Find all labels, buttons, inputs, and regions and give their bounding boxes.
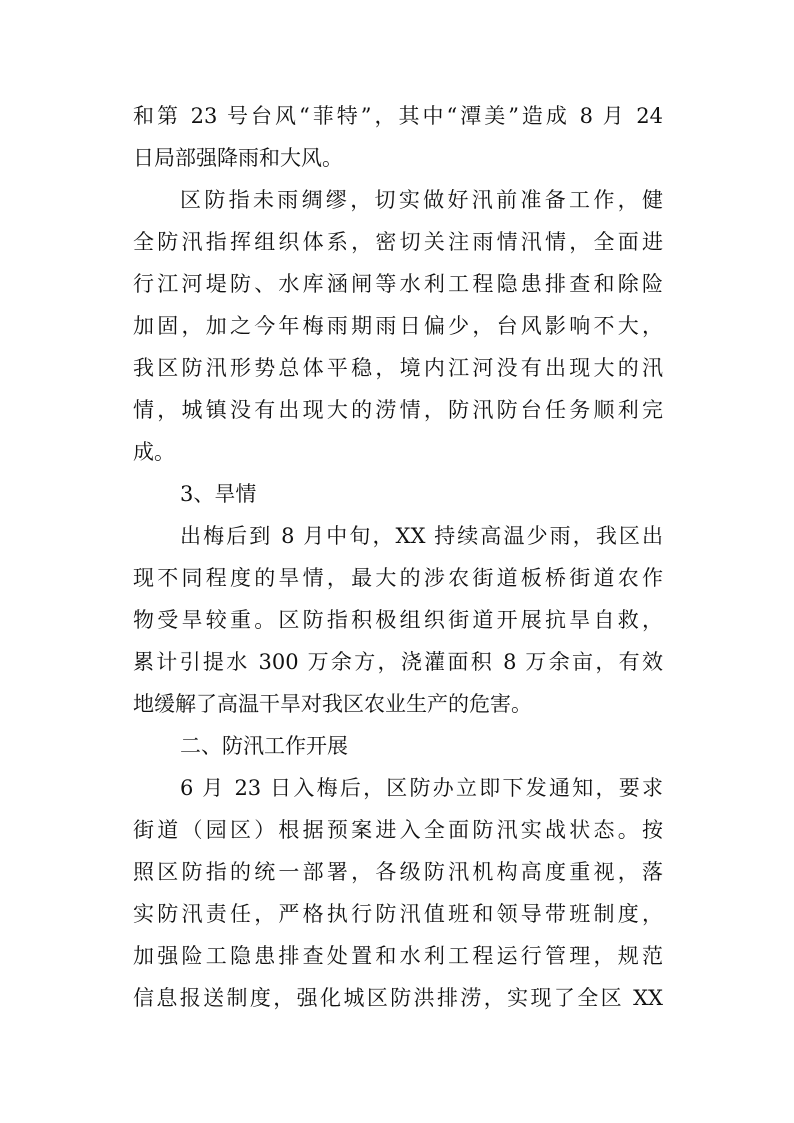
text-line: 情，城镇没有出现大的涝情，防汛防台任务顺利完 [133, 398, 663, 422]
paragraph-first-line: 区防指未雨绸缪，切实做好汛前准备工作，健 [180, 188, 663, 212]
text-line: 日局部强降雨和大风。 [133, 146, 343, 170]
text-line: 成。 [133, 440, 175, 464]
document-body [133, 95, 663, 1019]
text-line: 现不同程度的旱情，最大的涉农街道板桥街道农作 [133, 566, 663, 590]
paragraph-first-line: 6 月 23 日入梅后，区防办立即下发通知，要求 [180, 776, 663, 800]
section-heading: 3、旱情 [180, 482, 257, 506]
text-line: 和第 23 号台风“菲特”，其中“潭美”造成 8 月 24 [133, 104, 663, 128]
text-line: 地缓解了高温干旱对我区农业生产的危害。 [133, 692, 532, 716]
text-line: 实防汛责任，严格执行防汛值班和领导带班制度， [133, 902, 663, 926]
text-line: 我区防汛形势总体平稳，境内江河没有出现大的汛 [133, 356, 663, 380]
paragraph-first-line: 出梅后到 8 月中旬，XX 持续高温少雨，我区出 [180, 524, 663, 548]
text-line: 街道（园区）根据预案进入全面防汛实战状态。按 [133, 818, 663, 842]
text-line: 照区防指的统一部署，各级防汛机构高度重视，落 [133, 860, 663, 884]
text-line: 全防汛指挥组织体系，密切关注雨情汛情，全面进 [133, 230, 663, 254]
section-heading: 二、防汛工作开展 [180, 734, 348, 758]
text-line: 加固，加之今年梅雨期雨日偏少，台风影响不大， [133, 314, 663, 338]
text-line: 累计引提水 300 万余方，浇灌面积 8 万余亩，有效 [133, 650, 663, 674]
text-line: 加强险工隐患排查处置和水利工程运行管理，规范 [133, 944, 663, 968]
text-line: 信息报送制度，强化城区防洪排涝，实现了全区 XX [133, 986, 663, 1010]
text-line: 行江河堤防、水库涵闸等水利工程隐患排查和除险 [133, 272, 663, 296]
text-line: 物受旱较重。区防指积极组织街道开展抗旱自救， [133, 608, 663, 632]
